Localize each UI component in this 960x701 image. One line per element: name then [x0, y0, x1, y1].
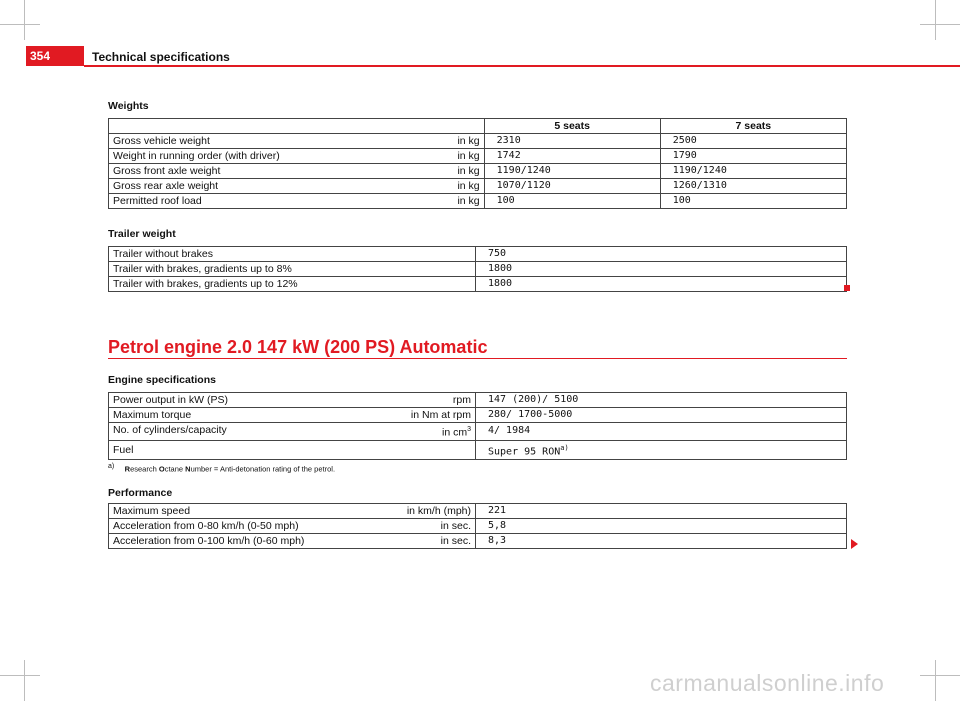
value-cell: 1260/1310 [660, 179, 846, 194]
table-row [109, 423, 847, 441]
table-header-row [109, 119, 847, 134]
page-number: 354 [30, 49, 51, 63]
footnote [108, 463, 335, 474]
row-label: Maximum speed [113, 505, 191, 517]
row-label-cell [109, 179, 485, 194]
row-label-cell [109, 504, 476, 519]
row-label: Trailer with brakes, gradients up to 12% [109, 277, 476, 292]
table-row [109, 164, 847, 179]
section-title: Petrol engine 2.0 147 kW (200 PS) Automatic [108, 337, 488, 357]
value-cell: 100 [484, 194, 660, 209]
footnote-o-rest: ctane [164, 464, 186, 474]
value-cell: 1790 [660, 149, 846, 164]
row-label: Gross vehicle weight [113, 135, 210, 147]
row-label-cell [109, 194, 485, 209]
row-unit-wrap [442, 423, 471, 440]
value-cell: 2500 [660, 134, 846, 149]
header-rule [84, 65, 960, 67]
unit-superscript: 3 [467, 426, 471, 433]
table-row [109, 534, 847, 549]
row-label: Permitted roof load [113, 195, 202, 207]
end-square-icon [844, 285, 850, 291]
engine-table [108, 392, 847, 460]
value-cell: 1190/1240 [660, 164, 846, 179]
row-unit: in sec. [440, 520, 471, 532]
engine-heading: Engine specifications [108, 374, 216, 386]
table-row [109, 179, 847, 194]
watermark: carmanualsonline.info [650, 670, 885, 696]
footnote-n-rest: umber = Anti-detonation rating of the petrol. [190, 464, 336, 474]
column-header: 7 seats [660, 119, 846, 134]
continue-arrow-icon [851, 539, 858, 549]
table-row [109, 440, 847, 459]
row-label: Weight in running order (with driver) [113, 150, 280, 162]
crop-mark [24, 660, 25, 701]
section-rule [108, 358, 847, 359]
row-label: Acceleration from 0-80 km/h (0-50 mph) [113, 520, 299, 532]
row-unit: in kg [457, 180, 480, 192]
row-label: Power output in kW (PS) [113, 394, 228, 406]
table-row [109, 262, 847, 277]
crop-mark [935, 0, 936, 40]
value-cell: 4/ 1984 [476, 423, 847, 441]
weights-heading: Weights [108, 100, 149, 112]
row-label: Trailer with brakes, gradients up to 8% [109, 262, 476, 277]
table-row [109, 194, 847, 209]
row-label-cell [109, 519, 476, 534]
value-cell: 280/ 1700-5000 [476, 408, 847, 423]
row-unit: in sec. [440, 535, 471, 547]
row-label-cell [109, 408, 476, 423]
row-unit: in kg [457, 195, 480, 207]
value-cell [476, 440, 847, 459]
row-label: Acceleration from 0-100 km/h (0-60 mph) [113, 535, 305, 547]
row-label-cell [109, 149, 485, 164]
table-row [109, 134, 847, 149]
table-row [109, 277, 847, 292]
value-cell: 2310 [484, 134, 660, 149]
footnote-r: R [124, 464, 131, 474]
trailer-heading: Trailer weight [108, 228, 176, 240]
row-label-cell [109, 440, 476, 459]
table-header-empty [109, 119, 485, 134]
running-title: Technical specifications [92, 50, 230, 64]
crop-mark [935, 660, 936, 701]
footnote-marker: a) [108, 463, 115, 470]
table-row [109, 504, 847, 519]
footnote-ref: a) [560, 443, 569, 452]
table-row [109, 149, 847, 164]
value-cell: 1070/1120 [484, 179, 660, 194]
row-label-cell [109, 164, 485, 179]
table-row [109, 519, 847, 534]
performance-heading: Performance [108, 487, 173, 499]
row-label: Trailer without brakes [109, 247, 476, 262]
value-cell: 1800 [476, 262, 847, 277]
value-cell: 1800 [476, 277, 847, 292]
table-row [109, 247, 847, 262]
value-cell: 8,3 [476, 534, 847, 549]
row-label: Maximum torque [113, 409, 192, 421]
footnote-r-rest: esearch [130, 464, 159, 474]
crop-mark [920, 24, 960, 25]
value-cell: 1742 [484, 149, 660, 164]
row-label-cell [109, 423, 476, 441]
row-unit: in cm [442, 426, 468, 439]
row-unit: in kg [457, 135, 480, 147]
row-label-cell [109, 393, 476, 408]
row-label-cell [109, 134, 485, 149]
row-unit: in Nm at rpm [410, 409, 471, 421]
value-cell: 221 [476, 504, 847, 519]
value-cell: 100 [660, 194, 846, 209]
trailer-table [108, 246, 847, 292]
column-header: 5 seats [484, 119, 660, 134]
footnote-n: N [185, 464, 191, 474]
table-row [109, 393, 847, 408]
value-cell: 750 [476, 247, 847, 262]
row-unit: rpm [452, 394, 471, 406]
crop-mark [920, 675, 960, 676]
row-label: Gross front axle weight [113, 165, 221, 177]
value-cell: 147 (200)/ 5100 [476, 393, 847, 408]
row-unit: in kg [457, 150, 480, 162]
fuel-value: Super 95 RON [488, 445, 561, 457]
footnote-o: O [158, 464, 165, 474]
row-label: No. of cylinders/capacity [113, 424, 227, 436]
row-unit: in kg [457, 165, 480, 177]
row-label-cell [109, 534, 476, 549]
row-label: Fuel [113, 443, 134, 456]
crop-mark [0, 24, 40, 25]
performance-table [108, 503, 847, 549]
table-row [109, 408, 847, 423]
row-unit: in km/h (mph) [406, 505, 471, 517]
value-cell: 1190/1240 [484, 164, 660, 179]
weights-table [108, 118, 847, 209]
value-cell: 5,8 [476, 519, 847, 534]
row-label: Gross rear axle weight [113, 180, 219, 192]
crop-mark [0, 675, 40, 676]
crop-mark [24, 0, 25, 40]
